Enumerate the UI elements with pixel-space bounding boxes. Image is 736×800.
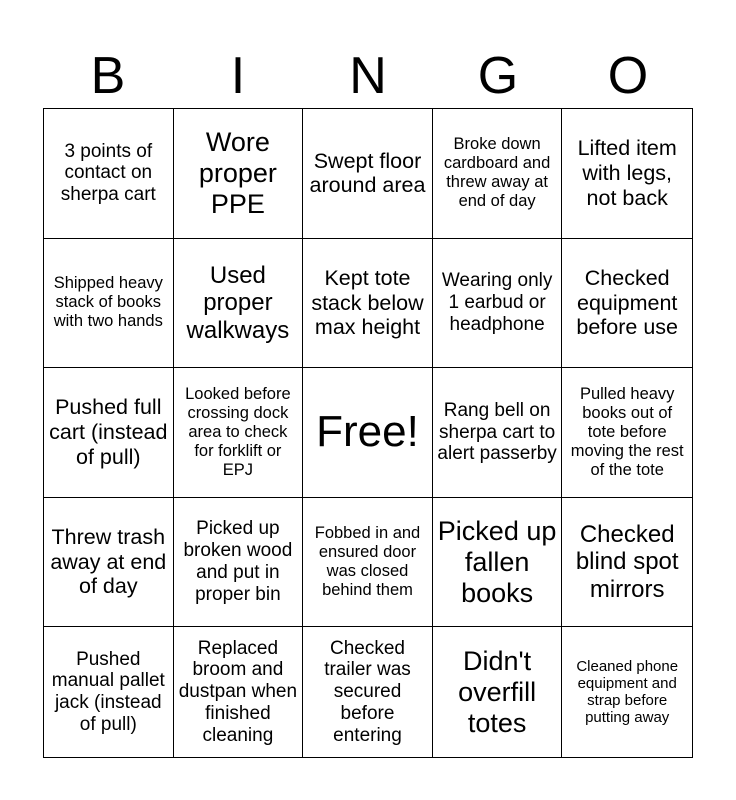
bingo-cell-b4[interactable] — [44, 498, 174, 628]
bingo-cell-o4[interactable] — [562, 498, 692, 628]
cell-text: Fobbed in and ensured door was closed behind them — [314, 524, 421, 600]
bingo-cell-o2[interactable] — [562, 239, 692, 369]
bingo-cell-g4[interactable] — [433, 498, 563, 628]
cell-text: Checked equipment before use — [576, 265, 678, 340]
cell-text: 3 points of contact on sherpa cart — [60, 140, 156, 206]
cell-text: Picked up broken wood and put in proper bin — [183, 518, 293, 605]
bingo-cell-g1[interactable] — [433, 109, 563, 239]
cell-text: Rang bell on sherpa cart to alert passerby — [437, 399, 557, 465]
bingo-cell-i5[interactable] — [174, 627, 304, 757]
header-letter-i: I — [230, 47, 246, 105]
cell-text: Pushed manual pallet jack (instead of pull) — [51, 648, 165, 736]
cell-text: Wearing only 1 earbud or headphone — [441, 270, 553, 335]
bingo-cell-b3[interactable] — [44, 368, 174, 498]
cell-text: Threw trash away at end of day — [50, 525, 167, 599]
bingo-cell-n5[interactable] — [303, 627, 433, 757]
cell-text: Kept tote stack below max height — [311, 265, 424, 340]
bingo-cell-b5[interactable] — [44, 627, 174, 757]
cell-text: Used proper walkways — [186, 261, 290, 344]
cell-text: Pulled heavy books out of tote before moving the rest of the tote — [570, 385, 684, 479]
header-letter-n: N — [349, 47, 387, 105]
cell-text: Cleaned phone equipment and strap before putting away — [576, 657, 679, 727]
bingo-cell-i3[interactable] — [174, 368, 304, 498]
bingo-cell-i2[interactable] — [174, 239, 304, 369]
cell-text: Swept floor around area — [309, 148, 426, 198]
header-letter-g: G — [477, 47, 519, 105]
cell-text: Pushed full cart (instead of pull) — [49, 395, 168, 469]
cell-text: Didn't overfill totes — [458, 645, 537, 738]
cell-text: Checked blind spot mirrors — [575, 520, 679, 603]
cell-text: Looked before crossing dock area to check for forklift or EPJ — [185, 385, 291, 479]
bingo-cell-b2[interactable] — [44, 239, 174, 369]
cell-text: Broke down cardboard and threw away at end of day — [443, 135, 551, 211]
cell-text: Shipped heavy stack of books with two hands — [53, 274, 163, 331]
header-letter-o: O — [607, 47, 649, 105]
bingo-cell-n1[interactable] — [303, 109, 433, 239]
bingo-header — [43, 44, 693, 108]
bingo-cell-n4[interactable] — [303, 498, 433, 628]
cell-text: Replaced broom and dustpan when finished cleaning — [178, 637, 298, 746]
bingo-cell-o1[interactable] — [562, 109, 692, 239]
bingo-cell-n2[interactable] — [303, 239, 433, 369]
bingo-cell-i1[interactable] — [174, 109, 304, 239]
bingo-cell-b1[interactable] — [44, 109, 174, 239]
bingo-cell-g2[interactable] — [433, 239, 563, 369]
bingo-board — [43, 108, 693, 758]
header-letter-b: B — [90, 47, 126, 105]
bingo-cell-o5[interactable] — [562, 627, 692, 757]
bingo-cell-free[interactable] — [303, 368, 433, 498]
bingo-cell-o3[interactable] — [562, 368, 692, 498]
cell-text: Free! — [316, 407, 419, 457]
cell-text: Checked trailer was secured before entering — [324, 637, 411, 746]
bingo-cell-g5[interactable] — [433, 627, 563, 757]
bingo-cell-i4[interactable] — [174, 498, 304, 628]
cell-text: Picked up fallen books — [437, 515, 557, 608]
cell-text: Lifted item with legs, not back — [577, 136, 677, 210]
bingo-cell-g3[interactable] — [433, 368, 563, 498]
cell-text: Wore proper PPE — [198, 126, 277, 219]
